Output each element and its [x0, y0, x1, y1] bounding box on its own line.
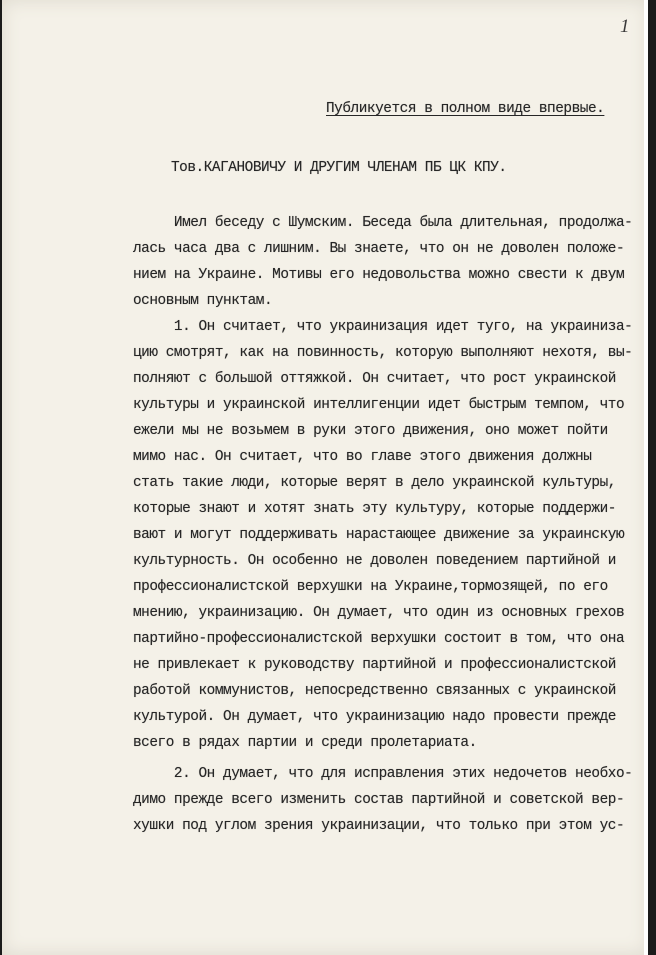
- page-edge: [644, 0, 648, 955]
- text-line: стать такие люди, которые верят в дело украинской культуры,: [133, 475, 616, 491]
- text-line: вают и могут поддерживать нарастающее движение за украинскую: [133, 527, 625, 543]
- text-line: ежели мы не возьмем в руки этого движения, оно может пойти: [133, 423, 608, 439]
- publication-note: Публикуется в полном виде впервые.: [326, 101, 605, 117]
- addressee-heading: Тов.КАГАНОВИЧУ И ДРУГИМ ЧЛЕНАМ ПБ ЦК КПУ.: [171, 160, 507, 176]
- text-line: димо прежде всего изменить состав партийной и советской вер-: [133, 792, 625, 808]
- text-line: работой коммунистов, непосредственно связанных с украинской: [133, 683, 616, 699]
- text-line: нием на Украине. Мотивы его недовольства можно свести к двум: [133, 267, 625, 283]
- text-line: культурность. Он особенно не доволен поведением партийной и: [133, 553, 616, 569]
- document-page: [2, 0, 648, 955]
- text-line: 1. Он считает, что украинизация идет туго, на украиниза-: [133, 319, 633, 335]
- text-line: которые знают и хотят знать эту культуру, которые поддержи-: [133, 501, 616, 517]
- page-number: 1: [620, 16, 630, 37]
- text-line: всего в рядах партии и среди пролетариата.: [133, 735, 477, 751]
- text-line: культуры и украинской интеллигенции идет быстрым темпом, что: [133, 397, 625, 413]
- text-line: мимо нас. Он считает, что во главе этого движения должны: [133, 449, 592, 465]
- text-line: хушки под углом зрения украинизации, что только при этом ус-: [133, 818, 625, 834]
- text-line: профессионалистской верхушки на Украине,тормозящей, по его: [133, 579, 608, 595]
- text-line: 2. Он думает, что для исправления этих недочетов необхо-: [133, 766, 633, 782]
- text-line: не привлекает к руководству партийной и профессионалистской: [133, 657, 616, 673]
- text-line: лась часа два с лишним. Вы знаете, что он не доволен положе-: [133, 241, 625, 257]
- text-line: мнению, украинизацию. Он думает, что один из основных грехов: [133, 605, 625, 621]
- text-line: полняют с большой оттяжкой. Он считает, что рост украинской: [133, 371, 616, 387]
- text-line: основным пунктам.: [133, 293, 273, 309]
- text-line: культурой. Он думает, что украинизацию надо провести прежде: [133, 709, 616, 725]
- text-line: партийно-профессионалистской верхушки состоит в том, что она: [133, 631, 625, 647]
- text-line: Имел беседу с Шумским. Беседа была длительная, продолжа-: [133, 215, 633, 231]
- text-line: цию смотрят, как на повинность, которую выполняют нехотя, вы-: [133, 345, 633, 361]
